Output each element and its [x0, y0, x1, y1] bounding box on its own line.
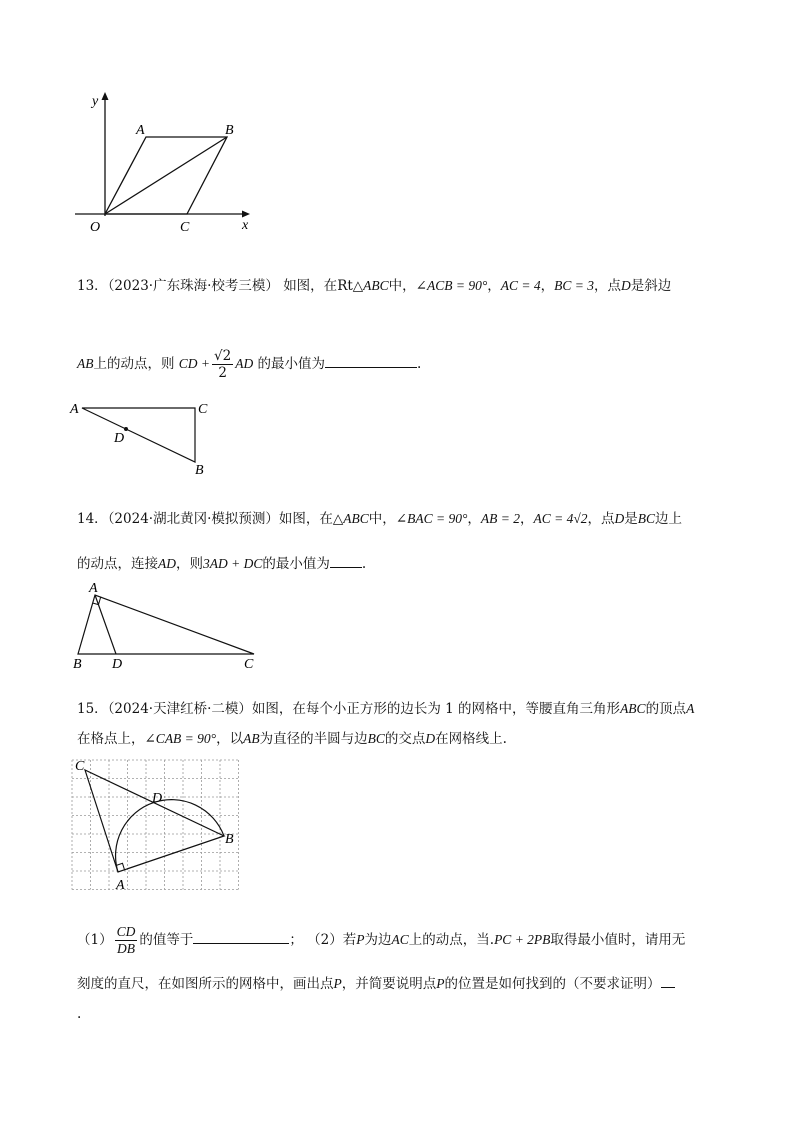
label-a: A — [136, 123, 145, 138]
question-number: 15． — [77, 701, 108, 717]
figure-q13-triangle — [68, 396, 218, 476]
answer-blank[interactable] — [193, 929, 289, 944]
math-expression: ∠BAC = 90° — [395, 511, 468, 526]
x-axis-arrow — [242, 211, 250, 218]
triangle-acb — [82, 408, 195, 462]
math-expression: AC = 4√2 — [533, 511, 588, 526]
question-15-line2: 在格点上，∠CAB = 90°，以AB为直径的半圆与边BC的交点D在网格线上. — [77, 731, 507, 747]
answer-blank[interactable] — [325, 353, 417, 368]
question-source: （2023·广东珠海·校考三模） — [107, 278, 279, 294]
question-14-line1: 14．（2024·湖北黄冈·模拟预测）如图，在△ABC中，∠BAC = 90°，AB = 2，AC = 4√2，点D是BC边上 — [77, 511, 683, 527]
grid-lines — [72, 760, 240, 890]
question-source: （2024·湖北黄冈·模拟预测） — [107, 511, 279, 527]
question-15-part1: （1） $\frac{CD}{DB}$ 的值等于 ； （2）若P为边AC上的动点，当.PC + 2PB取得最小值时，请用无 — [77, 924, 686, 956]
figure-q15-grid — [70, 758, 245, 895]
segment-ad — [95, 595, 116, 654]
label-d: D — [152, 791, 163, 806]
triangle-cab — [85, 770, 224, 872]
question-15-line4: 刻度的直尺，在如图所示的网格中，画出点P，并简要说明点P的位置是如何找到的（不要求证明） — [77, 973, 675, 993]
label-b: B — [225, 832, 234, 847]
point-d — [124, 427, 128, 431]
question-source: （2024·天津红桥·二模） — [107, 701, 252, 717]
label-b: B — [73, 657, 82, 670]
label-x: x — [242, 218, 249, 233]
label-b: B — [225, 123, 234, 138]
math-expression: AC = 4 — [500, 278, 541, 293]
math-expression: ∠ACB = 90° — [415, 278, 488, 293]
label-c: C — [180, 220, 190, 235]
math-expression: BC = 3 — [554, 278, 594, 293]
figure-q14-triangle — [68, 578, 268, 670]
triangle-abc — [78, 595, 254, 654]
label-c: C — [75, 759, 85, 774]
label-a: A — [89, 581, 98, 596]
question-number: 13． — [77, 278, 108, 294]
question-14-line2: 的动点，连接AD，则3AD + DC的最小值为 . — [77, 553, 366, 573]
question-15-line5: . — [77, 1006, 82, 1022]
label-c: C — [244, 657, 254, 670]
question-13-line2: AB上的动点，则 CD + $\frac{√2}{2}$ AD 的最小值为 . — [77, 348, 422, 381]
y-axis-arrow — [102, 92, 109, 100]
label-c: C — [198, 402, 208, 417]
math-expression: ∠CAB = 90° — [144, 731, 217, 746]
question-13-line1: 13．（2023·广东珠海·校考三模） 如图，在Rt△ABC中，∠ACB = 90°，AC = 4，BC = 3，点D是斜边 — [77, 278, 672, 294]
label-d: D — [112, 657, 123, 670]
label-d: D — [114, 431, 125, 446]
question-15-line1: 15．（2024·天津红桥·二模）如图，在每个小正方形的边长为 1 的网格中，等腰直角三角形ABC的顶点A — [77, 701, 695, 717]
label-o: O — [90, 220, 101, 235]
label-y: y — [92, 94, 99, 109]
label-a: A — [70, 402, 79, 417]
diagonal-ob — [105, 137, 227, 214]
answer-blank[interactable] — [330, 553, 362, 568]
fraction: $\frac{CD}{DB}$ — [116, 924, 136, 956]
math-expression: PC + 2PB — [494, 932, 551, 947]
question-number: 14． — [77, 511, 108, 527]
figure-q12-coordinate — [70, 88, 260, 238]
math-expression: 3AD + DC — [203, 556, 263, 571]
math-expression: CD + — [178, 356, 211, 371]
math-expression: AB = 2 — [480, 511, 520, 526]
answer-blank[interactable] — [661, 973, 675, 988]
label-a: A — [116, 878, 125, 893]
fraction: $\frac{√2}{2}$ — [214, 348, 232, 381]
label-b: B — [195, 463, 204, 476]
